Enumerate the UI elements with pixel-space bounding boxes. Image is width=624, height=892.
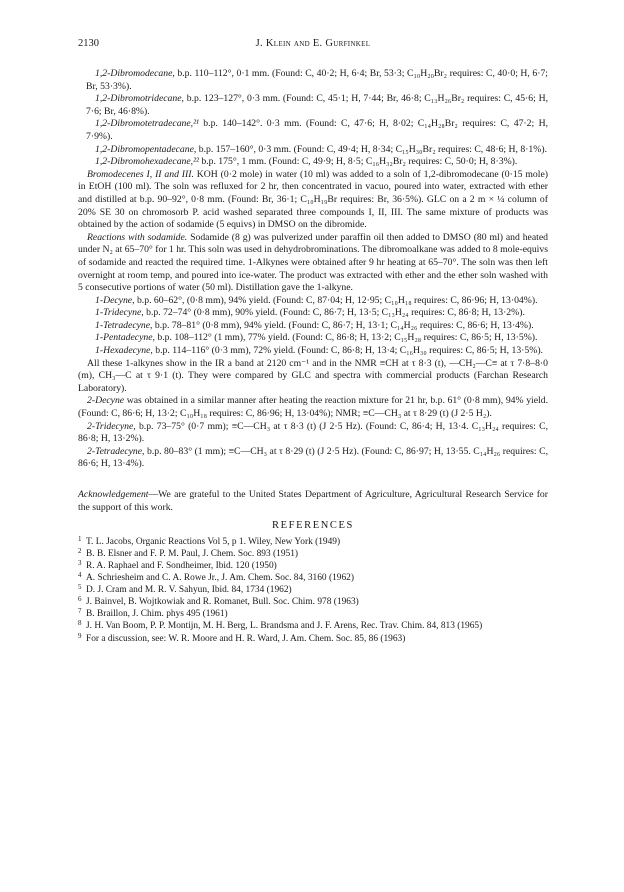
compound-name: 1,2-Dibromotetradecane,²¹: [95, 118, 199, 130]
internal-alkyne-name: 2-Decyne: [87, 395, 125, 407]
internal-alkyne-name: 2-Tridecyne,: [87, 420, 136, 432]
reference-number: 9: [78, 631, 82, 640]
references-list: [78, 536, 548, 645]
internal-alkyne-data: b.p. 73–75° (0·7 mm); ≡C—CH₃ at τ 8·3 (t) (J 2·5 Hz). (Found: C, 86·4; H, 13·4. C₁₃H₂₄ requires: C, 86·8; H, 13·2%).: [78, 420, 548, 445]
reference-text: For a discussion, see: W. R. Moore and H. R. Ward, J. Am. Chem. Soc. 85, 86 (1963): [86, 633, 406, 644]
compound-entry: [78, 118, 548, 143]
bromodecenes-title: Bromodecenes I, II and III.: [87, 168, 194, 180]
reference-item: [78, 620, 548, 632]
internal-alkyne-entry: [78, 421, 548, 446]
compound-entry: [78, 93, 548, 118]
reference-text: R. A. Raphael and F. Sondheimer, Ibid. 120 (1950): [86, 560, 277, 571]
reference-item: [78, 584, 548, 596]
reference-number: 5: [78, 583, 82, 592]
compound-data: b.p. 110–112°, 0·1 mm. (Found: C, 40·2; H, 6·4; Br, 53·3; C₁₀H₂₀Br₂ requires: C, 40·0; H, 6·7; Br, 53·3%).: [86, 68, 548, 92]
bromodecenes-text: KOH (0·2 mole) in water (10 ml) was added to a soln of 1,2-dibromodecane (0·15 mole) in EtOH (100 ml). The soln was refluxed for 2 hr, then concentrated in vacuo, poured into water, extracted with ether and distilled at b.p. 90–92°, 0·8 mm. (Found: Br, 36·1; C₁₀H₁₉Br requires: Br, 36·5%). GLC on a 2 m × ¼ column of 20% SE 30 on chromosorb P. acid washed separated three compounds I, II, III. The same mixture of products was obtained by the action of sodamide (5 equivs) in DMSO on the dibromide.: [78, 168, 548, 231]
compound-data: b.p. 157–160°, 0·3 mm. (Found: C, 49·4; H, 8·34; C₁₅H₃₀Br₂ requires: C, 48·6; H, 8·1%).: [196, 143, 547, 155]
reference-item: [78, 633, 548, 645]
alkyne-entry: [78, 345, 548, 358]
alkyne-data: b.p. 78–81° (0·8 mm), 94% yield. (Found: C, 86·7; H, 13·1; C₁₄H₂₆ requires: C, 86·6; H, 13·4%).: [152, 319, 534, 331]
compound-data: b.p. 175°, 1 mm. (Found: C, 49·9; H, 8·5; C₁₆H₃₂Br₂ requires: C, 50·0; H, 8·3%).: [198, 156, 518, 168]
compound-name: 1,2-Dibromodecane,: [95, 68, 175, 79]
internal-alkyne-data: b.p. 80–83° (1 mm); ≡C—CH₃ at τ 8·29 (t) (J 2·5 Hz). (Found: C, 86·97; H, 13·55. C₁₄H₂₆ requires: C, 86·6; H, 13·4%).: [78, 445, 548, 470]
alkyne-name: 1-Hexadecyne,: [95, 345, 153, 357]
compound-data: b.p. 140–142°. 0·3 mm. (Found: C, 47·6; H, 8·02; C₁₄H₂₈Br₂ requires: C, 47·2; H, 7·9%).: [86, 118, 548, 142]
reference-number: 3: [78, 558, 82, 567]
alkyne-data: b.p. 114–116° (0·3 mm), 72% yield. (Found: C, 86·8; H, 13·4; C₁₆H₃₀ requires: C, 86·5; H, 13·5%).: [152, 345, 543, 357]
compound-data: b.p. 123–127°, 0·3 mm. (Found: C, 45·1; H, 7·44; Br, 46·8; C₁₃H₂₆Br₂ requires: C, 45·6; H, 7·6; Br, 46·8%).: [86, 93, 548, 117]
acknowledgement: [78, 489, 548, 514]
reference-text: B. Braillon, J. Chim. phys 495 (1961): [86, 609, 228, 620]
compound-entry: [78, 144, 548, 157]
bromodecenes-paragraph: [78, 169, 548, 232]
internal-alkyne-data: was obtained in a similar manner after heating the reaction mixture for 21 hr, b.p. 61° (0·8 mm), 94% yield. (Found: C, 86·6; H, 13·2; C₁₀H₁₈ requires: C, 86·96; H, 13·04%); NMR; ≡C—CH₃ at τ 8·29 (t) (J 2·5 H₂).: [78, 395, 548, 420]
reference-number: 2: [78, 546, 82, 555]
internal-alkyne-name: 2-Tetradecyne,: [87, 445, 145, 457]
reference-text: D. J. Cram and M. R. V. Sahyun, Ibid. 84, 1734 (1962): [86, 585, 292, 596]
reference-item: [78, 572, 548, 584]
alkyne-name: 1-Decyne,: [95, 294, 135, 306]
acknowledgement-text: —We are grateful to the United States Department of Agriculture, Agricultural Research Service for the support of this work.: [78, 489, 548, 513]
reference-item: [78, 548, 548, 560]
alkyne-data: b.p. 60–62°, (0·8 mm), 94% yield. (Found: C, 87·04; H, 12·95; C₁₀H₁₈ requires: C, 86·96; H, 13·04%).: [134, 294, 538, 306]
reference-text: B. B. Elsner and F. P. M. Paul, J. Chem. Soc. 893 (1951): [86, 548, 299, 559]
internal-alkyne-entry: [78, 395, 548, 420]
reference-item: [78, 560, 548, 572]
alkyne-entry: [78, 320, 548, 333]
alkyne-entry: [78, 295, 548, 308]
reference-item: [78, 536, 548, 548]
alkyne-name: 1-Tridecyne,: [95, 307, 144, 319]
compound-entry: [78, 156, 548, 169]
compound-entry: [78, 68, 548, 93]
reference-number: 7: [78, 607, 82, 616]
reference-text: A. Schriesheim and C. A. Rowe Jr., J. Am. Chem. Soc. 84, 3160 (1962): [86, 573, 354, 584]
sodamide-paragraph: [78, 232, 548, 295]
page-header: [78, 38, 548, 52]
reference-text: J. Bainvel, B. Wojtkowiak and R. Romanet, Bull. Soc. Chim. 978 (1963): [86, 597, 359, 608]
ir-nmr-note: All these 1-alkynes show in the IR a band at 2120 cm⁻¹ and in the NMR ≡CH at τ 8·3 (t), —CH₂—C≡ at τ 7·8–8·0 (m), CH₃—C at τ 9·1 (t). They were compared by GLC and spectra with commercial products (Farchan Research Laboratory).: [78, 357, 548, 394]
compound-name: 1,2-Dibromopentadecane,: [95, 143, 197, 155]
alkyne-entry: [78, 307, 548, 320]
acknowledgement-title: Acknowledgement: [78, 489, 149, 500]
page-number: 2130: [78, 38, 99, 49]
internal-alkyne-entry: [78, 446, 548, 471]
references-heading: REFERENCES: [272, 520, 354, 532]
alkyne-name: 1-Tetradecyne,: [95, 319, 153, 331]
reference-number: 6: [78, 595, 82, 604]
sodamide-text: Sodamide (8 g) was pulverized under paraffin oil then added to DMSO (80 ml) and heated under N₂ at 65–70° for 1 hr. This soln was used in dehydrobrominations. The dibromoalkane was added to 8 mole-equivs of sodamide and reacted the required time. 1-Alkynes were obtained after 9 hr heating at 65–70°. The soln was then left overnight at room temp, and poured into ice-water. The product was extracted with ether and the ether soln washed with 5 consecutive portions of water (50 ml). Distillation gave the 1-alkyne.: [78, 231, 548, 294]
alkyne-entry: [78, 332, 548, 345]
compound-name: 1,2-Dibromohexadecane,²²: [95, 156, 199, 168]
article-body: [78, 68, 548, 645]
reference-text: J. H. Van Boom, P. P. Montijn, M. H. Berg, L. Brandsma and J. F. Arens, Rec. Trav. Chim. 84, 813 (1965): [86, 621, 483, 632]
reference-number: 8: [78, 619, 82, 628]
reference-item: [78, 608, 548, 620]
alkyne-data: b.p. 72–74° (0·8 mm), 90% yield. (Found: C, 86·7; H, 13·5; C₁₃H₂₄ requires: C, 86·8; H, 13·2%).: [143, 307, 525, 319]
reference-number: 1: [78, 534, 82, 543]
reference-number: 4: [78, 571, 82, 580]
section-gap: [78, 471, 548, 489]
sodamide-title: Reactions with sodamide.: [87, 231, 188, 243]
reference-text: T. L. Jacobs, Organic Reactions Vol 5, p 1. Wiley, New York (1949): [86, 536, 341, 547]
alkyne-name: 1-Pentadecyne,: [95, 332, 155, 344]
running-title: J. Klein and E. Gurfinkel: [255, 38, 371, 49]
compound-name: 1,2-Dibromotridecane,: [95, 93, 184, 105]
reference-item: [78, 596, 548, 608]
alkyne-data: b.p. 108–112° (1 mm), 77% yield. (Found: C, 86·8; H, 13·2; C₁₅H₂₈ requires: C, 86·5; H, 13·5%).: [154, 332, 538, 344]
